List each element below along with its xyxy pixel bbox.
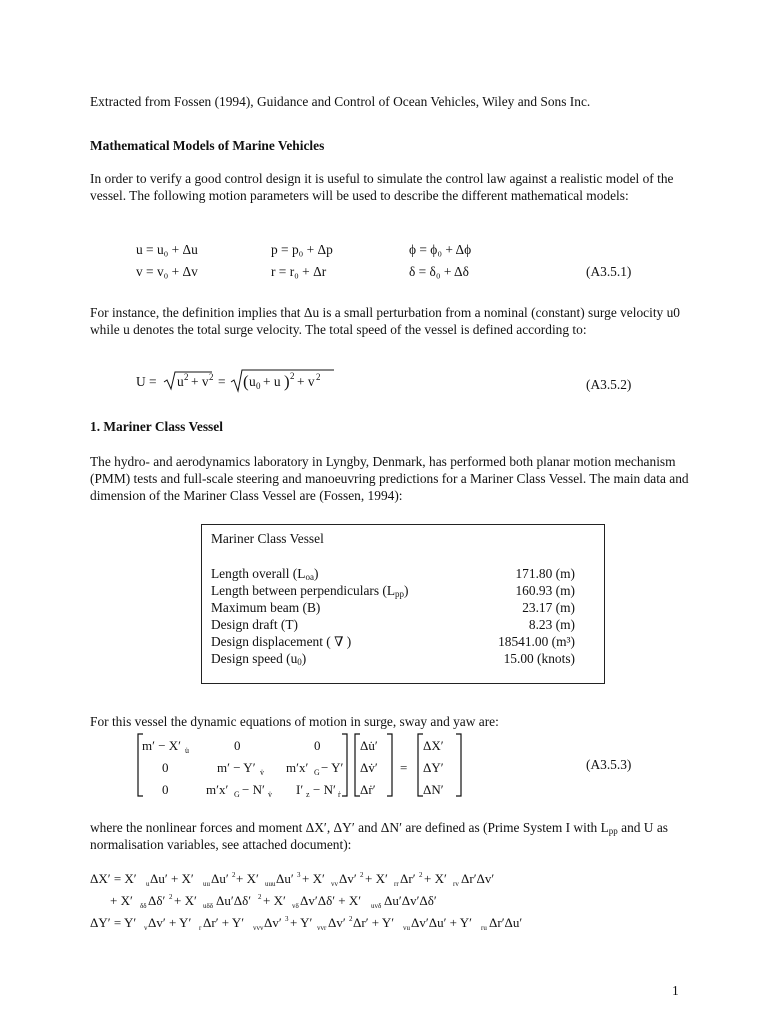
svg-text:+ X′: + X′ [174, 893, 197, 908]
svg-text:3: 3 [297, 871, 301, 879]
svg-text:uvδ: uvδ [371, 902, 382, 910]
svg-text:0: 0 [256, 381, 261, 391]
eq-label-a3-5-3: (A3.5.3) [586, 757, 632, 772]
motion-equations-intro: For this vessel the dynamic equations of motion in surge, sway and yaw are: [90, 714, 499, 729]
section-title: Mathematical Models of Marine Vehicles [90, 138, 325, 153]
svg-text:u: u [249, 374, 256, 389]
svg-text:vvr: vvr [317, 924, 327, 932]
svg-text:Δu′ + X′: Δu′ + X′ [150, 871, 194, 886]
svg-text:ΔY′ = Y′: ΔY′ = Y′ [90, 915, 137, 930]
svg-text:Δu′: Δu′ [211, 871, 229, 886]
svg-text:rr: rr [394, 880, 399, 888]
svg-text:Δr′Δu′: Δr′Δu′ [489, 915, 523, 930]
svg-text:Δr′ + Y′: Δr′ + Y′ [353, 915, 395, 930]
svg-text:u: u [146, 880, 150, 888]
eq-u: u = u₀ + Δu [136, 242, 198, 257]
eq-v: v = v₀ + Δv [136, 264, 198, 279]
mariner-paragraph: The hydro- and aerodynamics laboratory in Lyngby, Denmark, has performed both planar motion mechanism (PMM) tests and full-scale steering and manoeuvring predictions for a Mariner Class Vessel. The main data and dimension of the Mariner Class Vessel are (Fossen, 1994): [90, 454, 689, 503]
svg-text:Δv′ + Y′: Δv′ + Y′ [148, 915, 192, 930]
svg-text:r: r [199, 924, 202, 932]
svg-text:+ X′: + X′ [110, 893, 133, 908]
svg-text:Δr′Δv′: Δr′Δv′ [461, 871, 495, 886]
box-title: Mariner Class Vessel [211, 531, 324, 546]
svg-text:I′: I′ [296, 782, 304, 797]
svg-text:ΔN′: ΔN′ [423, 782, 444, 797]
svg-text:vδ: vδ [292, 902, 299, 910]
svg-text:ru: ru [481, 924, 487, 932]
svg-text:2: 2 [316, 372, 321, 382]
svg-text:Δv̇′: Δv̇′ [360, 760, 378, 775]
mass-matrix-equation [134, 730, 474, 800]
svg-text:ΔX′ = X′: ΔX′ = X′ [90, 871, 137, 886]
svg-text:uuu: uuu [265, 880, 276, 888]
svg-text:δδ: δδ [140, 902, 147, 910]
eq-p: p = p₀ + Δp [271, 242, 333, 257]
svg-text:Δu′Δv′Δδ′: Δu′Δv′Δδ′ [384, 893, 437, 908]
svg-text:Δv′: Δv′ [328, 915, 346, 930]
svg-text:Δv′Δδ′ + X′: Δv′Δδ′ + X′ [300, 893, 362, 908]
intro-paragraph: In order to verify a good control design it is useful to simulate the control law against a realistic model of the vessel. The following motion parameters will be used to describe the different mathematical models: [90, 171, 674, 203]
eq-r: r = r₀ + Δr [271, 264, 327, 279]
svg-text:Δu′: Δu′ [276, 871, 294, 886]
svg-text:m′ − X′: m′ − X′ [142, 738, 182, 753]
svg-text:U =: U = [136, 374, 157, 389]
svg-text:+ v: + v [297, 374, 315, 389]
svg-text:m′x′: m′x′ [286, 760, 309, 775]
svg-text:v̇: v̇ [268, 790, 272, 799]
eq-phi: ϕ = ϕ₀ + Δϕ [409, 242, 472, 257]
svg-text:Δv′: Δv′ [339, 871, 357, 886]
svg-text:z: z [306, 790, 310, 799]
svg-text:v: v [144, 924, 148, 932]
svg-text:ΔX′: ΔX′ [423, 738, 444, 753]
svg-text:m′ − Y′: m′ − Y′ [217, 760, 256, 775]
svg-text:uδδ: uδδ [203, 902, 214, 910]
svg-text:2: 2 [169, 893, 173, 901]
svg-text:2: 2 [290, 371, 295, 381]
svg-text:+ X′: + X′ [263, 893, 286, 908]
svg-text:0: 0 [234, 738, 241, 753]
svg-text:2: 2 [184, 372, 189, 382]
svg-text:+ X′: + X′ [302, 871, 325, 886]
svg-text:2: 2 [419, 871, 423, 879]
delta-x-delta-y-expansion [88, 868, 548, 938]
svg-text:0: 0 [314, 738, 321, 753]
perturbation-paragraph: For instance, the definition implies that Δu is a small perturbation from a nominal (constant) surge velocity u0 while u denotes the total surge velocity. The total speed of the vessel is defined according to: [90, 305, 680, 337]
svg-text:=: = [400, 760, 408, 775]
svg-text:rv: rv [453, 880, 459, 888]
svg-text:+ u: + u [263, 374, 281, 389]
eq-delta: δ = δ₀ + Δδ [409, 264, 469, 279]
source-line: Extracted from Fossen (1994), Guidance and Control of Ocean Vehicles, Wiley and Sons Inc. [90, 94, 591, 109]
svg-text:+ X′: + X′ [365, 871, 388, 886]
svg-text:2: 2 [258, 893, 262, 901]
svg-text:vv: vv [331, 880, 338, 888]
svg-text:G: G [314, 768, 320, 777]
svg-text:3: 3 [285, 915, 289, 923]
svg-text:2: 2 [209, 372, 214, 382]
svg-text:+ Y′: + Y′ [290, 915, 313, 930]
svg-text:ṙ: ṙ [338, 790, 341, 799]
svg-text:+ v: + v [191, 374, 209, 389]
svg-text:G: G [234, 790, 240, 799]
svg-text:2: 2 [349, 915, 353, 923]
svg-text:): ) [284, 372, 290, 391]
svg-text:vu: vu [403, 924, 410, 932]
svg-text:2: 2 [360, 871, 364, 879]
section-1-title: 1. Mariner Class Vessel [90, 419, 223, 434]
svg-text:0: 0 [162, 782, 169, 797]
svg-text:− N′: − N′ [242, 782, 265, 797]
svg-text:v̇: v̇ [260, 768, 264, 777]
svg-text:m′x′: m′x′ [206, 782, 229, 797]
svg-text:2: 2 [232, 871, 236, 879]
svg-text:− Y′: − Y′ [321, 760, 344, 775]
eq-label-a3-5-1: (A3.5.1) [586, 264, 632, 279]
svg-text:u̇: u̇ [185, 746, 189, 755]
total-speed-formula [134, 368, 354, 394]
nonlinear-forces-paragraph: where the nonlinear forces and moment ΔX′, ΔY′ and ΔN′ are defined as (Prime System I with $L_{pp}$ and U as normalisation variables, see attached document): [90, 820, 668, 852]
eq-label-a3-5-2: (A3.5.2) [586, 377, 632, 392]
svg-text:(: ( [243, 372, 249, 391]
svg-text:Δu̇′: Δu̇′ [360, 738, 378, 753]
svg-text:Δv′Δu′ + Y′: Δv′Δu′ + Y′ [411, 915, 472, 930]
svg-text:Δṙ′: Δṙ′ [360, 782, 376, 797]
svg-text:0: 0 [162, 760, 169, 775]
svg-text:uu: uu [203, 880, 210, 888]
svg-text:Δv′: Δv′ [264, 915, 282, 930]
svg-text:=: = [218, 374, 226, 389]
svg-text:+ X′: + X′ [424, 871, 447, 886]
svg-text:− N′: − N′ [313, 782, 336, 797]
svg-text:Δr′ + Y′: Δr′ + Y′ [203, 915, 245, 930]
svg-text:u: u [177, 374, 184, 389]
svg-text:Δu′Δδ′: Δu′Δδ′ [216, 893, 252, 908]
page-number: 1 [672, 983, 679, 998]
mariner-data-box: Mariner Class Vessel Length overall $(L_{oa})$ 171.80 (m) Length between perpendiculars $(L_{pp})$ 160.93 (m) Maximum beam (B) 23.17 (m) Design draft (T) 8.23 (m) Design displacement ( ∇ ) 18541.00 (m³) Design speed $(u_0)$ 15.00 (knots) [201, 524, 605, 684]
svg-text:Δδ′: Δδ′ [148, 893, 166, 908]
svg-text:Δr′: Δr′ [400, 871, 416, 886]
svg-text:ΔY′: ΔY′ [423, 760, 444, 775]
svg-text:vvv: vvv [253, 924, 264, 932]
svg-text:+ X′: + X′ [236, 871, 259, 886]
